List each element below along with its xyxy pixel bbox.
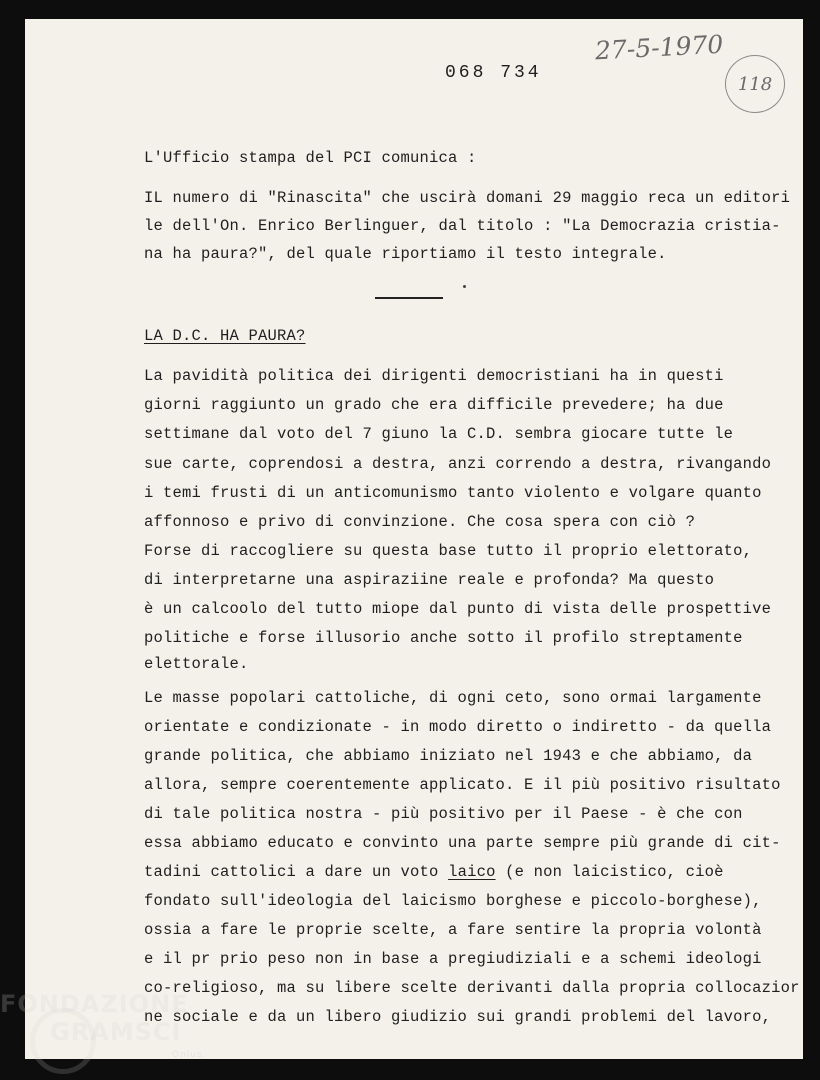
page-number: 118 <box>737 73 773 95</box>
paragraph-line: i temi frusti di un anticomunismo tanto violento e volgare quanto <box>144 484 762 502</box>
paragraph-line: di interpretarne una aspiraziine reale e profonda? Ma questo <box>144 571 715 589</box>
paragraph-line: fondato sull'ideologia del laicismo borghese e piccolo-borghese), <box>144 892 762 910</box>
underlined-word: laico <box>448 863 496 881</box>
announcement-intro: L'Ufficio stampa del PCI comunica : <box>144 149 477 167</box>
paragraph-line: è un calcoolo del tutto miope dal punto di vista delle prospettive <box>144 600 772 618</box>
paragraph-text: (e non laicistico, cioè <box>495 863 724 881</box>
paragraph-line: orientate e condizionate - in modo diretto o indiretto - da quella <box>144 718 772 736</box>
paragraph-line: giorni raggiunto un grado che era difficile prevedere; ha due <box>144 396 724 414</box>
paragraph-line: Forse di raccogliere su questa base tutto il proprio elettorato, <box>144 542 753 560</box>
section-divider <box>375 297 443 299</box>
paragraph-line: ne sociale e da un libero giudizio sui grandi problemi del lavoro, <box>144 1008 772 1026</box>
watermark-small: Onlus <box>172 1050 203 1060</box>
paragraph-line: La pavidità politica dei dirigenti democristiani ha in questi <box>144 367 724 385</box>
paragraph-line: Le masse popolari cattoliche, di ogni ceto, sono ormai largamente <box>144 689 762 707</box>
paragraph-line: co-religioso, ma su libere scelte derivanti dalla propria collocazior <box>144 979 800 997</box>
paragraph-line: affonnoso e privo di convinzione. Che cosa spera con ciò ? <box>144 513 696 531</box>
paragraph-line: settimane dal voto del 7 giuno la C.D. sembra giocare tutte le <box>144 425 734 443</box>
paragraph-line: grande politica, che abbiamo iniziato nel 1943 e che abbiamo, da <box>144 747 753 765</box>
page-number-circle <box>725 55 785 113</box>
document-page <box>25 19 803 1059</box>
paragraph-line-with-underline <box>144 863 724 881</box>
announcement-line: IL numero di "Rinascita" che uscirà domani 29 maggio reca un editori <box>144 189 791 207</box>
article-title: LA D.C. HA PAURA? <box>144 327 306 345</box>
watermark-line1: FONDAZIONE <box>0 990 189 1018</box>
paragraph-line: di tale politica nostra - più positivo per il Paese - è che con <box>144 805 743 823</box>
paragraph-line: politiche e forse illusorio anche sotto il profilo streptamente <box>144 629 743 647</box>
paragraph-line: essa abbiamo educato e convinto una parte sempre più grande di cit- <box>144 834 781 852</box>
paragraph-text: tadini cattolici a dare un voto <box>144 863 449 881</box>
paragraph-line: allora, sempre coerentemente applicato. E il più positivo risultato <box>144 776 781 794</box>
handwritten-date: 27-5-1970 <box>594 29 724 66</box>
watermark-line2: GRAMSCI <box>50 1018 182 1046</box>
document-number: 068 734 <box>445 63 542 83</box>
paragraph-line: e il pr prio peso non in base a pregiudiziali e a schemi ideologi <box>144 950 762 968</box>
paragraph-line: ossia a fare le proprie scelte, a fare sentire la propria volontà <box>144 921 762 939</box>
paragraph-line: sue carte, coprendosi a destra, anzi correndo a destra, rivangando <box>144 455 772 473</box>
paragraph-line: elettorale. <box>144 655 249 673</box>
ink-dot <box>463 285 466 288</box>
announcement-line: na ha paura?", del quale riportiamo il testo integrale. <box>144 245 667 263</box>
archive-watermark <box>0 990 203 1060</box>
announcement-line: le dell'On. Enrico Berlinguer, dal titolo : "La Democrazia cristia- <box>144 217 781 235</box>
